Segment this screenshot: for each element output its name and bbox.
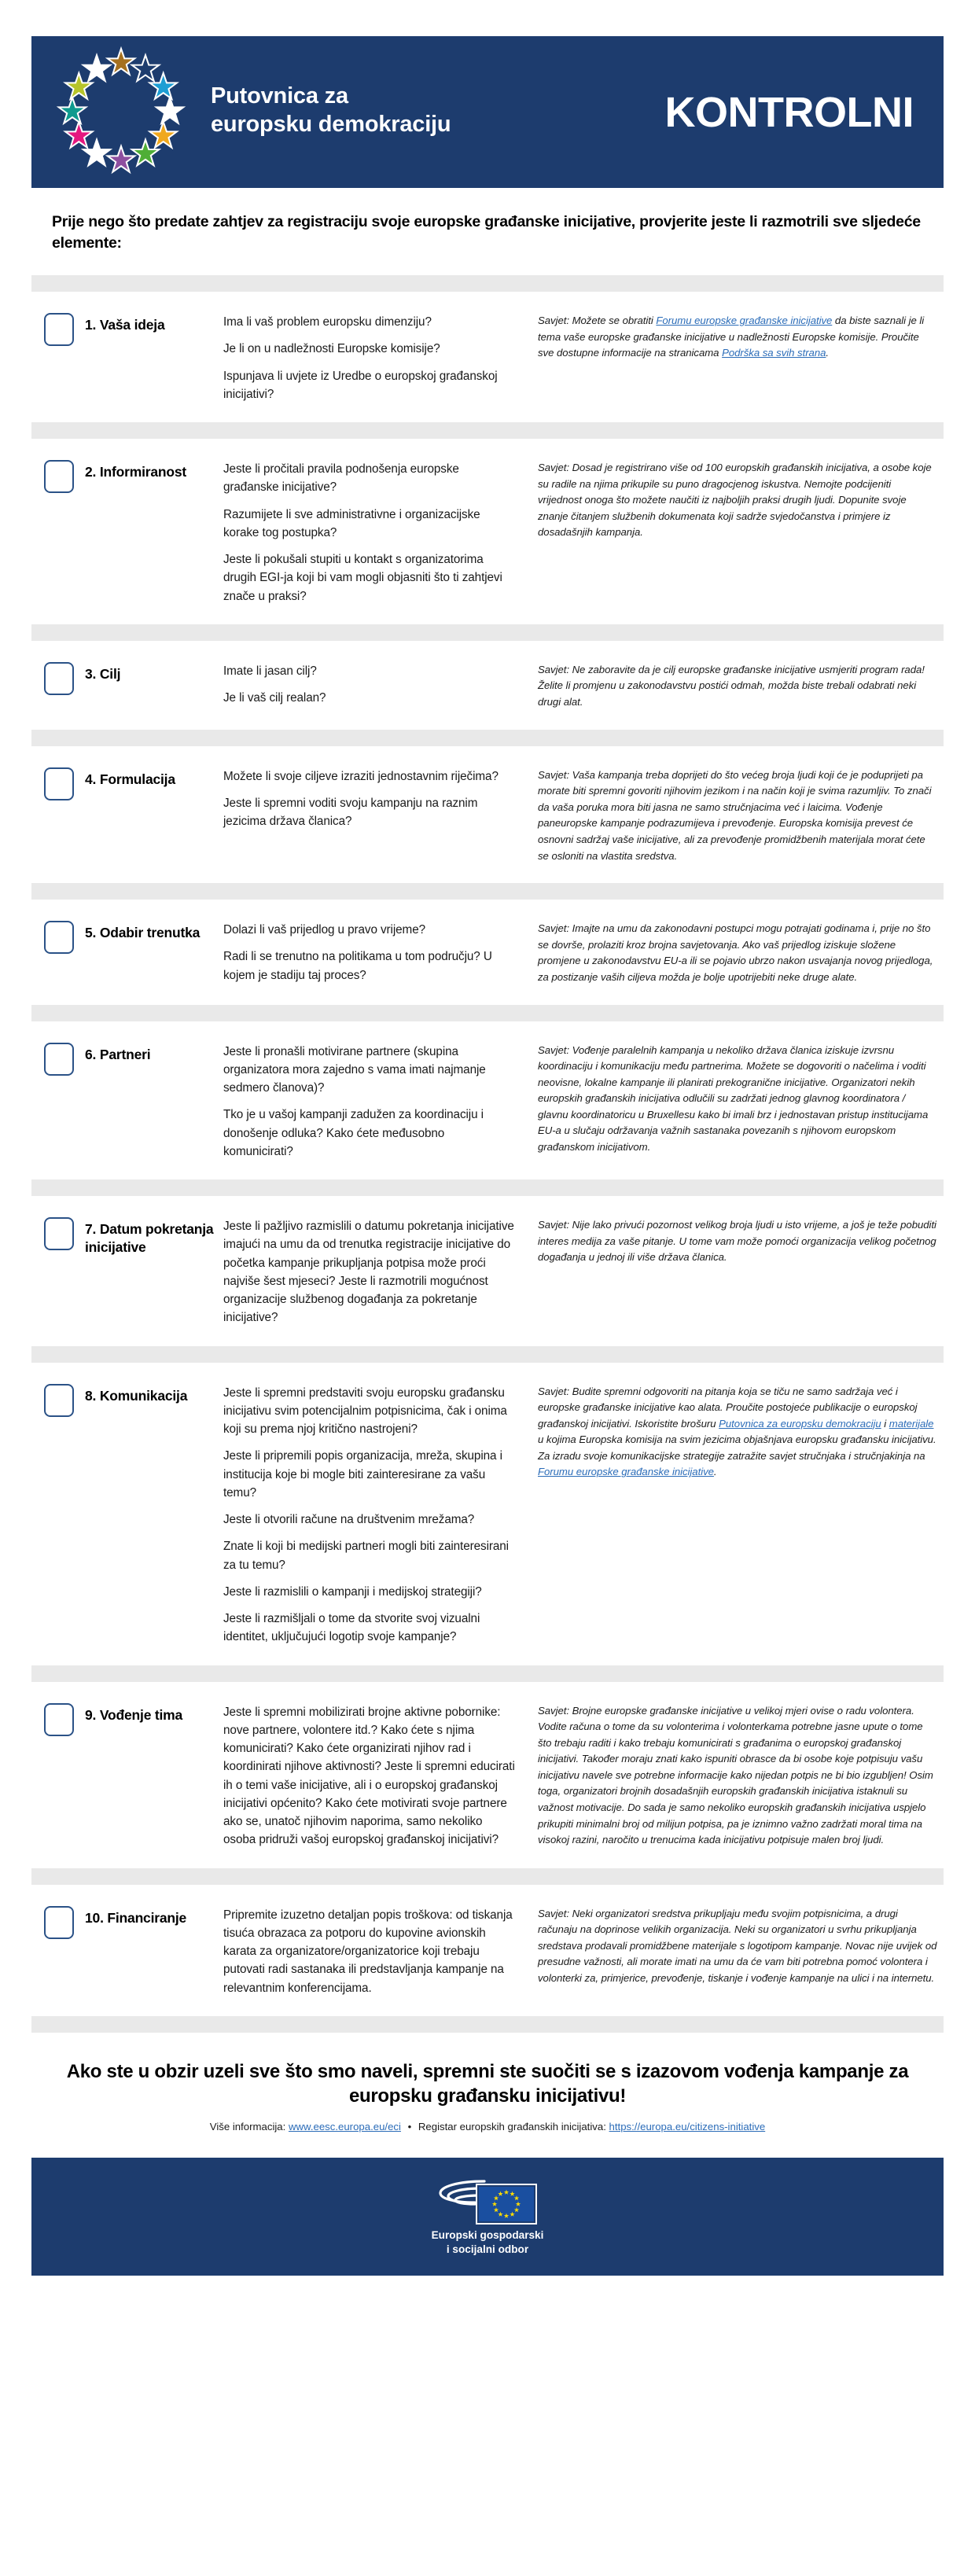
checkbox-cell bbox=[31, 456, 85, 493]
page-header bbox=[31, 36, 944, 188]
section-title: 9. Vođenje tima bbox=[85, 1706, 183, 1723]
checklist-row bbox=[31, 439, 944, 624]
tip-text bbox=[538, 1217, 937, 1266]
tip-link[interactable]: materijale bbox=[889, 1417, 934, 1430]
tip-text bbox=[538, 1906, 937, 1987]
checkbox-cell bbox=[31, 309, 85, 346]
tip-link[interactable]: Forumu europske građanske inicijative bbox=[538, 1466, 714, 1478]
section-separator-band bbox=[31, 1346, 944, 1363]
checklist-row bbox=[31, 1021, 944, 1180]
question-item: Je li vaš cilj realan? bbox=[223, 691, 326, 705]
question-item: Dolazi li vaš prijedlog u pravo vrijeme? bbox=[223, 923, 426, 937]
section-separator-band bbox=[31, 2016, 944, 2033]
tip-link[interactable]: Podrška sa svih strana bbox=[722, 347, 826, 359]
question-list bbox=[223, 658, 538, 708]
more-info-label: Više informacija: bbox=[209, 2121, 286, 2133]
section-separator-band bbox=[31, 730, 944, 746]
question-item: Jeste li pokušali stupiti u kontakt s organizatorima drugih EGI-ja koji bi vam mogli objasniti što ti zahtjevi znače u praksi? bbox=[223, 553, 502, 603]
checklist-sections bbox=[0, 275, 975, 2033]
section-title: 6. Partneri bbox=[85, 1046, 151, 1062]
tip-cell bbox=[538, 917, 944, 985]
tip-text bbox=[538, 1043, 937, 1156]
checkbox-10[interactable] bbox=[44, 1906, 74, 1939]
eesc-name-line1: Europski gospodarski bbox=[431, 2229, 544, 2242]
tip-cell bbox=[538, 658, 944, 711]
tip-text-fragment: Savjet: Budite spremni odgovoriti na pitanja koja se tiču ne samo sadržaja već i europske građanske inicijative kao alata. Proučite postojeće publikacije o europskoj građanskoj inicijativi. Iskoristite brošuru bbox=[538, 1385, 918, 1430]
checkbox-cell bbox=[31, 1699, 85, 1736]
checkbox-2[interactable] bbox=[44, 460, 74, 493]
section-separator-band bbox=[31, 883, 944, 900]
question-item: Jeste li pažljivo razmislili o datumu pokretanja inicijative imajući na umu da od trenutka registracije inicijative do početka kampanje prikupljanja potpisa može proći najviše šest mjeseci? Jeste li razmotrili mogućnost organizacije službenog događanja za pokretanje inicijative? bbox=[223, 1220, 514, 1325]
tip-text bbox=[538, 662, 937, 711]
eesc-eci-link[interactable]: www.eesc.europa.eu/eci bbox=[288, 2121, 401, 2133]
question-item: Je li on u nadležnosti Europske komisije? bbox=[223, 342, 440, 356]
checkbox-8[interactable] bbox=[44, 1384, 74, 1417]
section-title: 10. Financiranje bbox=[85, 1909, 187, 1926]
tip-text-fragment: Savjet: Možete se obratiti bbox=[538, 315, 657, 327]
section-separator-band bbox=[31, 422, 944, 439]
section-title: 5. Odabir trenutka bbox=[85, 925, 201, 941]
question-item: Znate li koji bi medijski partneri mogli biti zainteresirani za tu temu? bbox=[223, 1540, 509, 1572]
question-item: Jeste li spremni voditi svoju kampanju na raznim jezicima država članica? bbox=[223, 796, 478, 829]
section-separator-band bbox=[31, 1868, 944, 1885]
question-item: Radi li se trenutno na politikama u tom području? U kojem je stadiju taj proces? bbox=[223, 950, 492, 982]
register-link[interactable]: https://europa.eu/citizens-initiative bbox=[609, 2121, 766, 2133]
section-separator-band bbox=[31, 1005, 944, 1021]
tip-text-fragment: u kojima Europska komisija na svim jezicima objašnjava europsku građansku inicijativu. Za izradu svoje komunikacijske strategije zatražite savjet stručnjaka i stručnjakinja na bbox=[538, 1433, 936, 1462]
checkbox-cell bbox=[31, 1380, 85, 1417]
section-title: 2. Informiranost bbox=[85, 464, 187, 480]
register-label: Registar europskih građanskih inicijativa: bbox=[418, 2121, 606, 2133]
eesc-logo bbox=[409, 2177, 566, 2225]
question-list bbox=[223, 917, 538, 984]
header-title-line2: europsku demokraciju bbox=[211, 111, 451, 137]
tip-text-fragment: . bbox=[713, 1466, 717, 1478]
tip-cell bbox=[538, 1213, 944, 1266]
question-item: Ima li vaš problem europsku dimenziju? bbox=[223, 315, 432, 329]
tip-cell bbox=[538, 1902, 944, 1987]
question-list bbox=[223, 309, 538, 403]
tip-text-fragment: Savjet: Vaša kampanja treba doprijeti do što većeg broja ljudi koji će je poduprijeti pa morate biti spremni govoriti njihovim jezikom i na način koji je svima razumljiv. To znači da vaša poruka mora biti jasna ne samo stručnjacima već i laicima. Vođenje paneuropske kampanje podrazumijeva i prevođenje. Europska komisija prevest će osnovni sadržaj vaše inicijative, ali za prevođenje promidžbenih materijala morat ćete se osloniti na vlastita sredstva. bbox=[538, 768, 932, 862]
checkbox-5[interactable] bbox=[44, 921, 74, 954]
tip-cell bbox=[538, 1380, 944, 1481]
section-separator-band bbox=[31, 1179, 944, 1196]
checkbox-3[interactable] bbox=[44, 662, 74, 695]
page-footer bbox=[31, 2158, 944, 2276]
tip-cell bbox=[538, 764, 944, 865]
question-list bbox=[223, 764, 538, 831]
section-separator-band bbox=[31, 1665, 944, 1682]
tip-text bbox=[538, 1703, 937, 1849]
tip-text-fragment: Savjet: Vođenje paralelnih kampanja u nekoliko država članica iziskuje izvrsnu koordinaciju i komunikaciju među partnerima. Možete se dogovoriti o načelima i voditi neovisne, lokalne kampanje ili planirati prekogranične inicijative. Organizatori nekih europskih građanskih inicijativa odlučili su zadržati jednog glavnog koordinatora / glavnu koordinatoricu u Bruxellesu kako bi imali brz i jednostavan pristup institucijama EU-a u slučaju održavanja važnih sastanaka povezanih s njihovom europskom građanskom inicijativom. bbox=[538, 1043, 929, 1154]
tip-text-fragment: Savjet: Nije lako privući pozornost velikog broja ljudi u isto vrijeme, a još je teže pobuditi interes medija za vaše pitanje. U tome vam može pomoći organizacija velikog početnog događanja u jednoj ili više država članica. bbox=[538, 1219, 936, 1264]
question-list bbox=[223, 1699, 538, 1849]
checkbox-cell bbox=[31, 658, 85, 695]
tip-text bbox=[538, 1384, 937, 1481]
tip-cell bbox=[538, 309, 944, 362]
tip-link[interactable]: Forumu europske građanske inicijative bbox=[656, 315, 833, 327]
section-title: 3. Cilj bbox=[85, 665, 121, 682]
header-title-line1: Putovnica za bbox=[211, 83, 348, 109]
section-separator-band bbox=[31, 624, 944, 641]
tip-text-fragment: Savjet: Brojne europske građanske inicijative u velikoj mjeri ovise o radu volontera. Vodite računa o tome da su volonterima i volonterkama potrebne jasne upute o tome što trebaju raditi i kako trebaju komunicirati s građanima o europskoj građanskoj inicijativi. Također moraju znati kako ispuniti obrasce da bi osobe koje potpisuju vašu inicijativu navele sve potrebne informacije kako nijedan potpis ne bi bio izgubljen! Osim toga, organizatori brojnih dosadašnjih europskih građanskih inicijativa istaknuli su važnost motivacije. Do sada je samo nekoliko europskih građanskih inicijativa uspjelo prikupiti minimalni broj od milijun potpisa, pa je iznimno važno zadržati moral tima na visokoj razini, naročito u trenucima kada inicijativu potpisuje malen broj ljudi. bbox=[538, 1704, 933, 1846]
eesc-name bbox=[432, 2228, 544, 2257]
question-item: Jeste li razmislili o kampanji i medijskoj strategiji? bbox=[223, 1584, 482, 1599]
section-title: 7. Datum pokretanja inicijative bbox=[85, 1221, 214, 1256]
checkbox-4[interactable] bbox=[44, 767, 74, 800]
tip-text bbox=[538, 767, 937, 865]
checklist-row bbox=[31, 746, 944, 884]
tip-text-fragment: i bbox=[881, 1417, 889, 1430]
eesc-name-line2: i socijalni odbor bbox=[446, 2243, 529, 2256]
checkbox-6[interactable] bbox=[44, 1043, 74, 1076]
question-item: Jeste li pripremili popis organizacija, mreža, skupina i institucija koje bi mogle biti zainteresirane za vašu temu? bbox=[223, 1449, 502, 1500]
question-list bbox=[223, 1380, 538, 1647]
checkbox-cell bbox=[31, 1039, 85, 1076]
question-item: Jeste li spremni mobilizirati brojne aktivne pobornike: nove partnere, volontere itd.? Kako ćete s njima komunicirati? Kako ćete organizirati njihov rad i koordinirati njihove aktivnosti? Jeste li spremni educirati ih o temi vaše inicijative, ali i o europskoj građanskoj inicijativi općenito? Kako ćete motivirati svoje partnere ako se, unatoč njihovim naporima, samo nekoliko osoba pridruži vašoj europskoj građanskoj inicijativi? bbox=[223, 1705, 515, 1847]
question-item: Jeste li otvorili račune na društvenim mrežama? bbox=[223, 1513, 475, 1526]
section-title: 4. Formulacija bbox=[85, 771, 175, 787]
closing-statement: Ako ste u obzir uzeli sve što smo naveli, spremni ste suočiti se s izazovom vođenja kampanje za europsku građansku inicijativu! bbox=[66, 2060, 909, 2107]
question-item: Jeste li pronašli motivirane partnere (skupina organizatora mora zajedno s vama imati najmanje sedmero članova)? bbox=[223, 1044, 486, 1095]
header-title bbox=[211, 83, 451, 142]
tip-text bbox=[538, 460, 937, 541]
tip-text-fragment: Savjet: Imajte na umu da zakonodavni postupci mogu potrajati godinama i, prije no što se dovrše, prolaziti kroz brojna savjetovanja. Ako vaš prijedlog iziskuje složene promjene u zakonodavstvu EU-a ili se pojavio ubrzo nakon usvajanja novog prijedloga, za postizanje vaših ciljeva možda je bolje upotrijebiti neke druge alate. bbox=[538, 922, 933, 983]
tip-text-fragment: . bbox=[826, 347, 830, 359]
footer-links bbox=[31, 2121, 944, 2133]
question-item: Jeste li razmišljali o tome da stvorite svoj vizualni identitet, uključujući logotip svoje kampanje? bbox=[223, 1612, 480, 1644]
tip-text-fragment: Savjet: Dosad je registrirano više od 100 europskih građanskih inicijativa, a osobe koje su radile na njima prikupile su puno dragocjenog iskustva. Nemojte podcijeniti vrijednost onoga što možete naučiti iz najboljih praksi drugih ljudi. Dopunite svoje znanje čitanjem službenih dokumenata koji sadrže svjedočanstva i primjere iz dosadašnjih kampanja. bbox=[538, 462, 932, 539]
checklist-row bbox=[31, 641, 944, 730]
checkbox-cell bbox=[31, 1213, 85, 1250]
question-item: Možete li svoje ciljeve izraziti jednostavnim riječima? bbox=[223, 769, 499, 783]
checklist-row bbox=[31, 900, 944, 1004]
checklist-row bbox=[31, 292, 944, 422]
eesc-emblem-icon bbox=[409, 2177, 566, 2225]
question-item: Ispunjava li uvjete iz Uredbe o europskoj građanskoj inicijativi? bbox=[223, 369, 498, 401]
tip-cell bbox=[538, 456, 944, 541]
tip-cell bbox=[538, 1039, 944, 1156]
tip-text-fragment: Savjet: Neki organizatori sredstva prikupljaju među svojim potpisnicima, a drugi računaju na doprinose velikih organizacija. Neki su organizatori u svrhu prikupljanja sredstava prodavali promidžbene materijale s logotipom kampanje. Novac nije uvijek od presudne važnosti, ali morate imati na umu da će vam biti potrebna pomoć volontera i volonterki za, primjerice, prevođenje, tiskanje i vođenje kampanje na ulici i na internetu. bbox=[538, 1907, 937, 1984]
checklist-row bbox=[31, 1363, 944, 1665]
header-kicker: KONTROLNI bbox=[664, 88, 914, 136]
question-list bbox=[223, 456, 538, 605]
question-list bbox=[223, 1902, 538, 1997]
section-separator-band bbox=[31, 275, 944, 292]
question-list bbox=[223, 1213, 538, 1327]
tip-text bbox=[538, 313, 937, 362]
tip-text bbox=[538, 921, 937, 985]
question-item: Tko je u vašoj kampanji zadužen za koordinaciju i donošenje odluka? Kako ćete međusobno komunicirati? bbox=[223, 1108, 484, 1158]
checkbox-1[interactable] bbox=[44, 313, 74, 346]
question-list bbox=[223, 1039, 538, 1161]
checklist-row bbox=[31, 1682, 944, 1868]
checklist-page bbox=[0, 36, 975, 2576]
tip-link[interactable]: Putovnica za europsku demokraciju bbox=[719, 1417, 881, 1430]
question-item: Jeste li spremni predstaviti svoju europsku građansku inicijativu svim potencijalnim potpisnicima, čak i onima koji su prema njoj kritično nastrojeni? bbox=[223, 1386, 507, 1436]
eu-stars-flag-icon bbox=[31, 36, 211, 188]
footer-separator: • bbox=[407, 2121, 412, 2133]
section-title: 1. Vaša ideja bbox=[85, 317, 165, 333]
question-item: Imate li jasan cilj? bbox=[223, 664, 317, 678]
intro-text: Prije nego što predate zahtjev za registraciju svoje europske građanske inicijative, provjerite jeste li razmotrili sve sljedeće elemente: bbox=[52, 213, 921, 252]
section-title: 8. Komunikacija bbox=[85, 1387, 188, 1404]
checklist-row bbox=[31, 1196, 944, 1346]
tip-text-fragment: da biste saznali je li tema vaše europske građanske inicijative u nadležnosti Europske komisije. Proučite sve dostupne informacije na stranicama bbox=[538, 315, 925, 359]
checkbox-cell bbox=[31, 764, 85, 800]
checkbox-9[interactable] bbox=[44, 1703, 74, 1736]
tip-cell bbox=[538, 1699, 944, 1849]
checkbox-cell bbox=[31, 1902, 85, 1939]
checkbox-7[interactable] bbox=[44, 1217, 74, 1250]
question-item: Jeste li pročitali pravila podnošenja europske građanske inicijative? bbox=[223, 462, 459, 495]
question-item: Pripremite izuzetno detaljan popis troškova: od tiskanja tisuća obrazaca za potporu do kupovine avionskih karata za organizatore/organizatorice koji trebaju putovati radi sastanaka ili predstavljanja kampanje na relevantnim konferencijama. bbox=[223, 1908, 513, 1995]
checklist-row bbox=[31, 1885, 944, 2016]
question-item: Razumijete li sve administrativne i organizacijske korake tog postupka? bbox=[223, 507, 480, 539]
checkbox-cell bbox=[31, 917, 85, 954]
tip-text-fragment: Savjet: Ne zaboravite da je cilj europske građanske inicijative usmjeriti program rada! Želite li promjenu u zakonodavstvu postići odmah, možda biste trebali odabrati neki drugi alat. bbox=[538, 663, 925, 708]
